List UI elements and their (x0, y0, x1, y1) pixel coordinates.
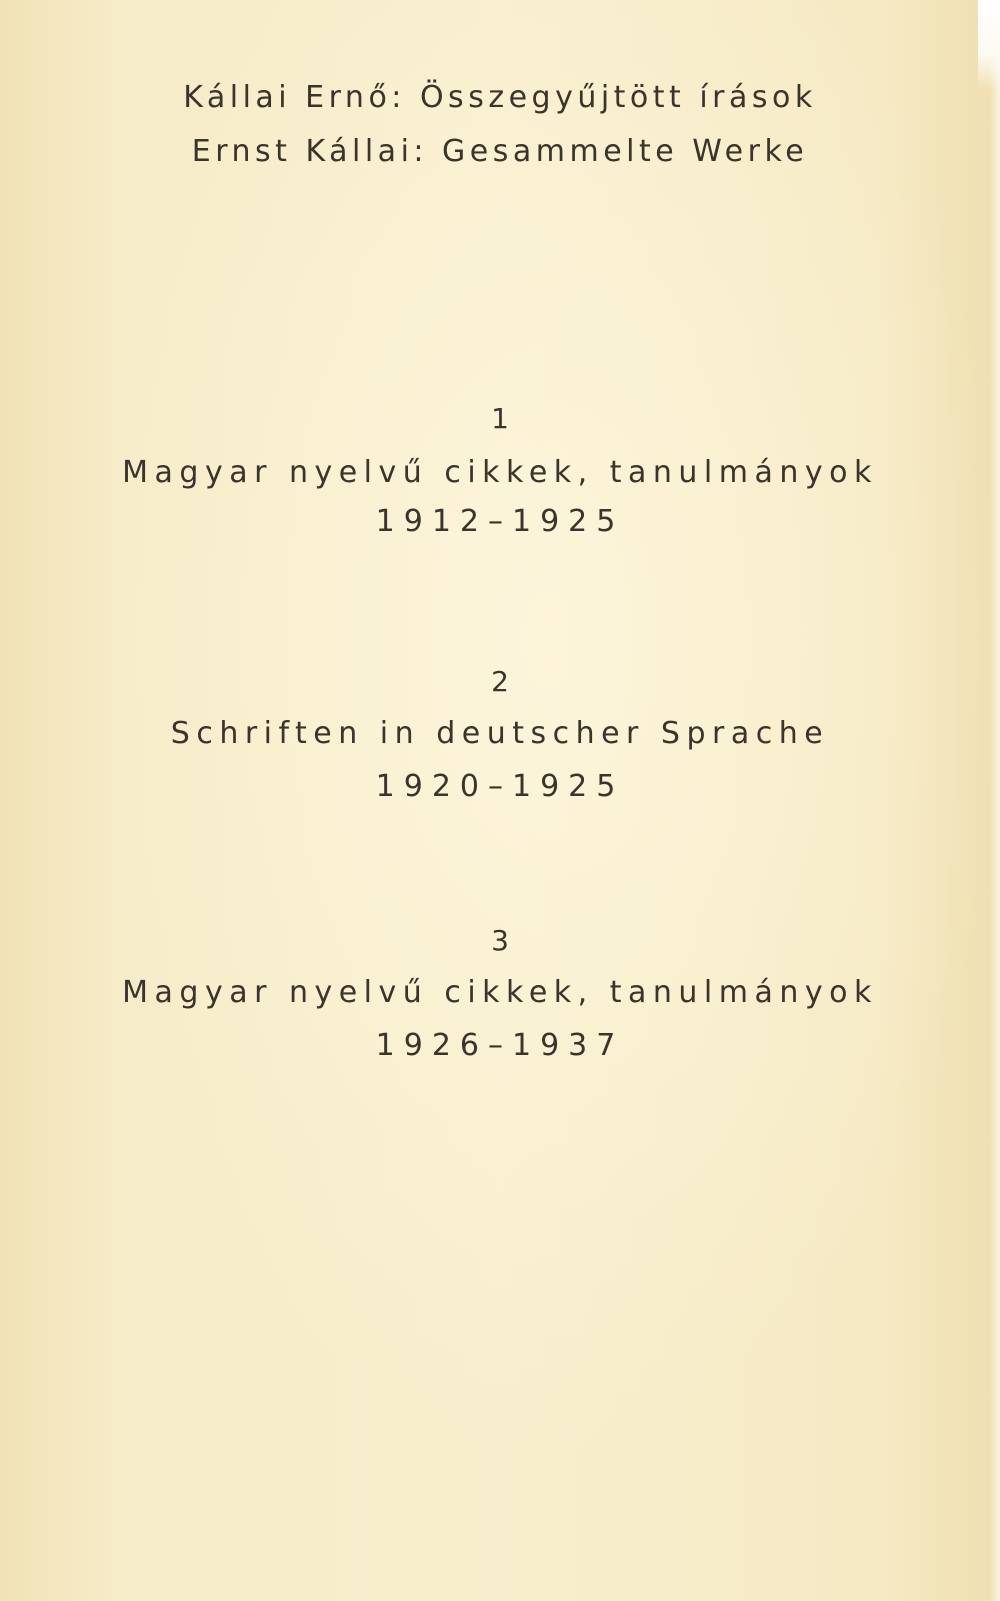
page-corner (978, 0, 1000, 90)
volume-1-title: Magyar nyelvű cikkek, tanulmányok (122, 455, 878, 490)
volume-1-number: 1 (491, 402, 509, 435)
volume-3-years: 1926–1937 (375, 1028, 625, 1063)
volume-1-years: 1912–1925 (375, 504, 625, 539)
volume-2-number: 2 (491, 665, 509, 698)
series-title-hungarian: Kállai Ernő: Összegyűjtött írások (183, 80, 817, 115)
volume-2-title: Schriften in deutscher Sprache (170, 716, 830, 751)
volume-3-number: 3 (491, 924, 509, 957)
volume-3-title: Magyar nyelvű cikkek, tanulmányok (122, 975, 878, 1010)
volume-2-years: 1920–1925 (375, 769, 625, 804)
series-title-german: Ernst Kállai: Gesammelte Werke (191, 134, 809, 169)
